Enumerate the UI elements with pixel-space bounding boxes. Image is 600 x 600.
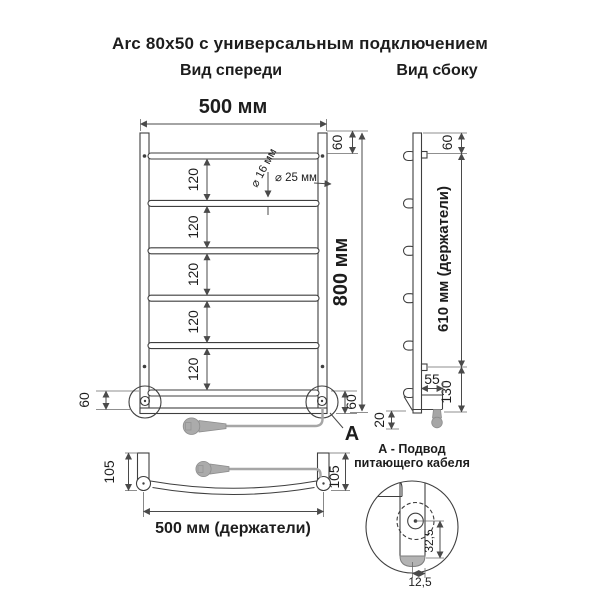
- dim-width-500: [141, 96, 327, 131]
- svg-text:120: 120: [185, 310, 201, 334]
- detail-view: [365, 476, 458, 589]
- power-cable-top: [229, 469, 321, 478]
- svg-text:120: 120: [185, 215, 201, 239]
- mounting-screws: [143, 154, 325, 368]
- svg-text:32,5: 32,5: [422, 529, 436, 553]
- dim-bar-spacing-chain: [185, 159, 207, 390]
- svg-text:12,5: 12,5: [408, 575, 432, 589]
- power-plug-top-icon: [196, 461, 229, 476]
- svg-text:120: 120: [185, 168, 201, 192]
- power-plug-icon: [183, 418, 226, 435]
- svg-text:120: 120: [185, 357, 201, 381]
- dim-20: [371, 411, 406, 429]
- front-view: [76, 96, 368, 445]
- svg-text:60: 60: [343, 394, 359, 410]
- dim-105-left: [101, 453, 138, 491]
- svg-text:120: 120: [185, 262, 201, 287]
- svg-text:500 мм (держатели): 500 мм (держатели): [155, 520, 311, 537]
- svg-text:105: 105: [326, 465, 342, 489]
- svg-text:⌀ 25 мм: ⌀ 25 мм: [275, 172, 317, 184]
- front-right-post: [318, 133, 327, 413]
- svg-text:60: 60: [329, 134, 345, 151]
- svg-text:А - Подвод: А - Подвод: [378, 442, 446, 456]
- svg-text:500 мм: 500 мм: [198, 96, 268, 118]
- svg-text:A: A: [344, 423, 360, 445]
- page-title: Arc 80x50 с универсальным подключением: [112, 34, 488, 53]
- wall-brackets: [422, 152, 428, 371]
- front-view-label: Вид спереди: [179, 62, 283, 79]
- dim-105-right: [326, 453, 350, 491]
- holders-view: [101, 453, 350, 537]
- front-bottom-tube: [140, 408, 327, 414]
- svg-text:питающего кабеля: питающего кабеля: [354, 456, 470, 470]
- dim-130: 130: [438, 380, 454, 404]
- note-cable-supply: [354, 442, 470, 470]
- dim-top-offset-60: [327, 131, 358, 154]
- side-view-label: Вид сбоку: [396, 62, 478, 79]
- cable-gland-icon: [432, 410, 443, 428]
- svg-text:800 мм: 800 мм: [330, 237, 352, 307]
- dim-holders-width-500: [144, 492, 324, 537]
- svg-text:105: 105: [101, 460, 117, 484]
- svg-text:60: 60: [76, 392, 92, 408]
- arc-tube: [151, 481, 317, 495]
- front-left-post: [140, 133, 149, 413]
- callout-a: [330, 413, 359, 445]
- svg-text:20: 20: [371, 412, 387, 428]
- side-post: [413, 133, 422, 413]
- dim-holders-610: 610 мм (держатели): [435, 186, 452, 332]
- dim-height-800: [327, 131, 368, 413]
- holder-left: [138, 453, 150, 480]
- svg-text:55: 55: [424, 371, 440, 387]
- svg-text:⌀ 16 мм: ⌀ 16 мм: [249, 146, 280, 190]
- front-bars: [148, 153, 319, 396]
- dim-side-60: 60: [439, 134, 455, 151]
- dim-32-5: [416, 521, 445, 558]
- side-view: [354, 133, 470, 470]
